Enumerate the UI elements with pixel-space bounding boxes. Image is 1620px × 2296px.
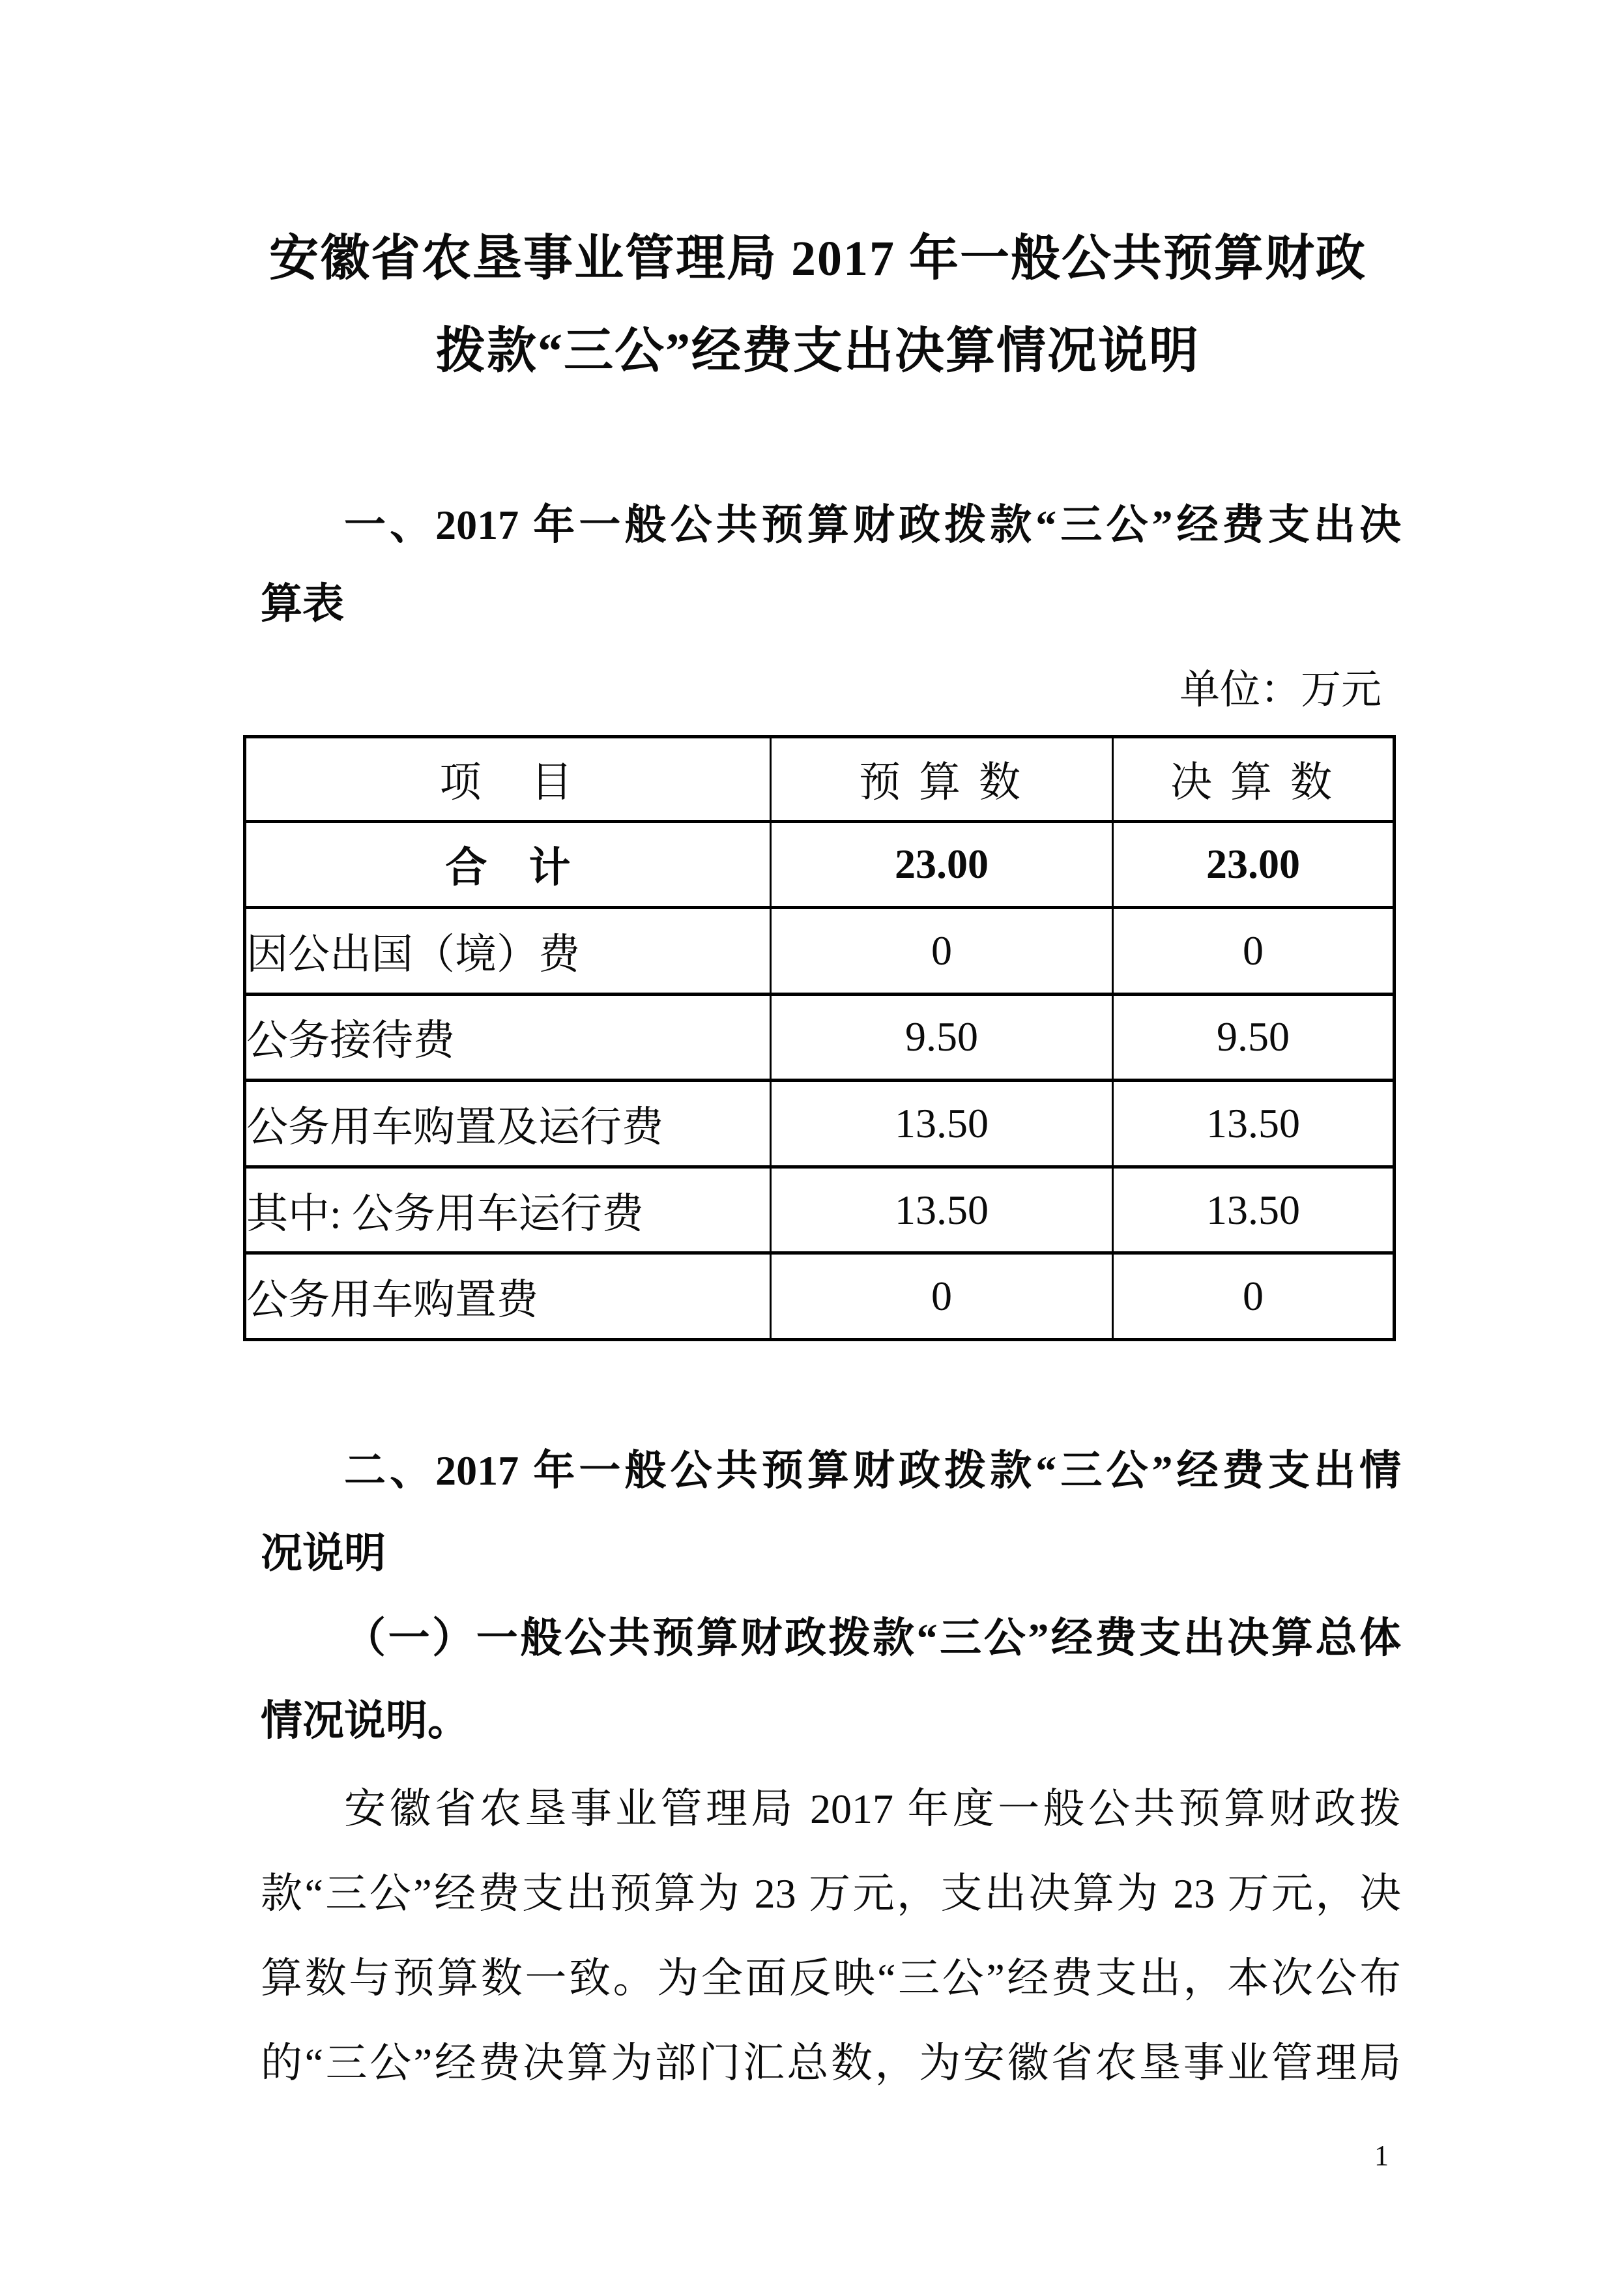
row-final-value: 13.50 — [1113, 1081, 1395, 1167]
row-budget-value: 13.50 — [771, 1167, 1113, 1253]
section1-heading-line1: 一、2017 年一般公共预算财政拨款“三公”经费支出决 — [344, 502, 1401, 548]
row-label: 其中: 公务用车运行费 — [245, 1167, 771, 1253]
table-row — [245, 1081, 1395, 1167]
paragraph-line: 款“三公”经费支出预算为 23 万元，支出决算为 23 万元，决 — [261, 1870, 1401, 1917]
header-item: 项 目 — [245, 737, 771, 822]
row-final-value: 0 — [1113, 1253, 1395, 1340]
row-final-value: 0 — [1113, 908, 1395, 995]
table-row — [245, 994, 1395, 1081]
row-label: 因公出国（境）费 — [245, 908, 771, 995]
total-budget-value: 23.00 — [771, 821, 1113, 908]
paragraph-line: 算数与预算数一致。为全面反映“三公”经费支出，本次公布 — [261, 1955, 1401, 2001]
table-row — [245, 908, 1395, 995]
section2-subheading-line1: （一）一般公共预算财政拨款“三公”经费支出决算总体 — [344, 1615, 1401, 1661]
row-label: 公务用车购置及运行费 — [245, 1081, 771, 1167]
table-header-row — [245, 737, 1395, 822]
row-budget-value: 13.50 — [771, 1081, 1113, 1167]
section1-heading-line2: 算表 — [261, 581, 344, 627]
row-final-value: 13.50 — [1113, 1167, 1395, 1253]
row-label: 公务接待费 — [245, 994, 771, 1081]
row-final-value: 9.50 — [1113, 994, 1395, 1081]
header-budget: 预 算 数 — [771, 737, 1113, 822]
total-label: 合 计 — [245, 821, 771, 908]
table-total-row — [245, 821, 1395, 908]
page-number: 1 — [1374, 2140, 1389, 2172]
table-row — [245, 1253, 1395, 1340]
unit-note: 单位：万元 — [1179, 668, 1381, 712]
paragraph-line: 的“三公”经费决算为部门汇总数，为安徽省农垦事业管理局 — [261, 2040, 1401, 2086]
section2-subheading-line2: 情况说明。 — [261, 1698, 469, 1744]
row-budget-value: 9.50 — [771, 994, 1113, 1081]
table-row — [245, 1167, 1395, 1253]
document-title-line2: 拨款“三公”经费支出决算情况说明 — [436, 324, 1200, 379]
row-budget-value: 0 — [771, 908, 1113, 995]
total-final-value: 23.00 — [1113, 821, 1395, 908]
paragraph-line: 安徽省农垦事业管理局 2017 年度一般公共预算财政拨 — [344, 1786, 1401, 1832]
section2-heading-line1: 二、2017 年一般公共预算财政拨款“三公”经费支出情 — [344, 1447, 1401, 1494]
section2-heading-line2: 况说明 — [261, 1530, 386, 1577]
document-title-line1: 安徽省农垦事业管理局 2017 年一般公共预算财政 — [269, 231, 1367, 286]
row-label: 公务用车购置费 — [245, 1253, 771, 1340]
budget-table — [243, 735, 1396, 1341]
header-final: 决 算 数 — [1113, 737, 1395, 822]
row-budget-value: 0 — [771, 1253, 1113, 1340]
